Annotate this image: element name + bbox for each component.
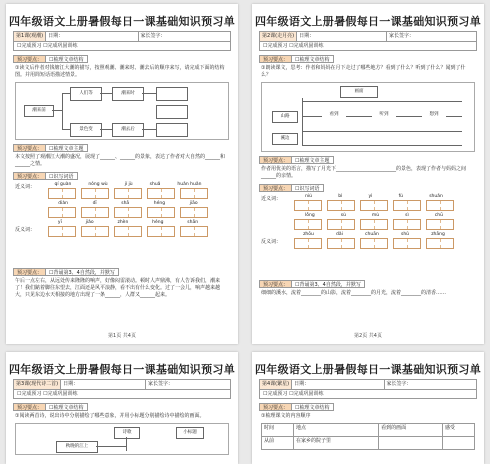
writing-grid[interactable] (327, 238, 355, 249)
pinyin: héng (152, 220, 164, 225)
section-label: 预习要点： (13, 403, 46, 411)
header-row (13, 379, 231, 390)
section-header (259, 156, 477, 164)
completion-checkboxes[interactable]: ☐完成预习 ☐完成巩固训练 (259, 390, 477, 399)
connector (62, 93, 63, 129)
section-header (13, 403, 231, 411)
table-cell: 从前 (262, 437, 294, 450)
flow-node: 小标题 (176, 427, 204, 439)
pinyin: shā (121, 201, 130, 206)
section-label: 预习要点： (259, 55, 292, 63)
connector (142, 129, 156, 130)
section-label: 预习要点： (13, 55, 46, 63)
completion-checkboxes[interactable]: ☐完成预习 ☐完成巩固训练 (13, 390, 231, 399)
table-row (262, 437, 475, 450)
parent-sign-label: 家长签字： (385, 380, 476, 389)
date-label: 日期： (46, 32, 138, 41)
flow-node: 听到 (372, 111, 396, 119)
structure-diagram (261, 82, 475, 152)
header-row (259, 379, 477, 390)
connector (52, 110, 62, 111)
writing-grid[interactable] (81, 207, 109, 218)
writing-grid[interactable] (393, 219, 421, 230)
flow-node: 想到 (422, 111, 446, 119)
connector (302, 145, 462, 146)
writing-grid[interactable] (81, 188, 109, 199)
page-title: 四年级语文上册暑假每日一课基础知识预习单 (255, 363, 481, 376)
recitation-passage: 午后一点左右，从远处传来隆隆的响声，好像闷雷滚动。顿时人声鼎沸，有人告诉我们，潮来了！我们踮着脚往东望去，江面还是风平浪静，看不出有什么变化。过了一会儿，响声越来越大，只见东边水天相接的地方出现了一条______，人群又______起来。 (15, 278, 221, 298)
connector (62, 93, 70, 94)
writing-grid[interactable] (48, 226, 76, 237)
pinyin: sù (340, 213, 346, 218)
page-footer: 第1页 共4页 (108, 333, 136, 339)
flow-node: 秋晚的江上 (56, 441, 98, 453)
blank-box (156, 123, 188, 137)
pinyin: mù (371, 213, 380, 218)
writing-grid[interactable] (294, 219, 322, 230)
pinyin: chuān (365, 232, 379, 237)
pinyin: yī (57, 220, 62, 225)
writing-grid[interactable] (426, 200, 454, 211)
blank-box (156, 105, 188, 119)
date-label: 日期： (297, 32, 387, 41)
section-instructions: 作者用优美的语言，描写了月光下________________________的景色，表现了作者与妈妈之间______的亲情。 (261, 166, 467, 179)
parent-sign-label: 家长签字： (387, 32, 476, 41)
connector (96, 446, 126, 447)
pinyin-row (46, 182, 210, 187)
table-cell[interactable] (443, 437, 475, 450)
order-table (261, 423, 475, 450)
section-header (259, 403, 477, 411)
date-label: 日期： (61, 380, 146, 389)
lesson-label: 第4课(繁星) (260, 380, 292, 389)
page-title: 四年级语文上册暑假每日一课基础知识预习单 (255, 15, 481, 28)
flow-node: 看到 (322, 111, 346, 119)
header-row (259, 31, 477, 42)
section-tag: ☐梳理文章结构 (292, 55, 333, 63)
section-instructions: ①阅读两首诗，说出诗中分别描绘了哪些意象，并用小标题分别描绘诗中描绘的画面。 (15, 413, 205, 419)
section-tag: ☐梳理文章结构 (292, 403, 333, 411)
pinyin: shǔ (400, 232, 410, 237)
flow-node: 潮去后 (112, 123, 144, 137)
writing-grid[interactable] (48, 207, 76, 218)
section-header (259, 55, 477, 63)
synonym-label: 近义词： (261, 196, 282, 202)
writing-grid[interactable] (180, 207, 208, 218)
table-header-cell: 地点 (293, 424, 378, 437)
pinyin-row (292, 232, 456, 237)
pinyin: diàn (58, 201, 68, 206)
writing-grid[interactable] (147, 188, 175, 199)
flow-node: 山路 (272, 111, 298, 123)
pinyin: bì (338, 194, 343, 199)
parent-sign-label: 家长签字： (146, 380, 230, 389)
page-title: 四年级语文上册暑假每日一课基础知识预习单 (9, 15, 235, 28)
pinyin: huǎn huǎn (177, 182, 202, 187)
writing-grid[interactable] (426, 219, 454, 230)
connector (302, 131, 462, 132)
writing-grid[interactable] (114, 226, 142, 237)
worksheet-page-4 (252, 352, 484, 464)
pinyin-row (292, 194, 456, 199)
pinyin: zhāng (431, 232, 445, 237)
blank-box (156, 87, 188, 101)
worksheet-page-3 (6, 352, 238, 464)
pinyin-row (292, 213, 456, 218)
section-header (13, 144, 231, 152)
section-tag: ☐识写词语 (46, 172, 77, 180)
writing-grid[interactable] (294, 200, 322, 211)
lesson-label: 第3课(现代诗二首) (14, 380, 61, 389)
writing-grid[interactable] (393, 200, 421, 211)
writing-grid[interactable] (327, 219, 355, 230)
table-header-cell: 看到的画面 (379, 424, 443, 437)
writing-grid[interactable] (360, 238, 388, 249)
writing-grid[interactable] (147, 207, 175, 218)
writing-grid[interactable] (360, 219, 388, 230)
writing-grid[interactable] (327, 200, 355, 211)
writing-grid[interactable] (360, 200, 388, 211)
section-instructions: ①读文后作者对钱塘江大潮的描写，按照观潮、潮来时、潮去后的顺序来写，请完成下面的结构图。并用简短话语描述情景。 (15, 65, 225, 78)
recitation-passage: 细细的溪水，流着________的山影，流着________的月光，流着________的清香…… (261, 290, 447, 296)
date-label: 日期： (292, 380, 384, 389)
page-title: 四年级语文上册暑假每日一课基础知识预习单 (9, 363, 235, 376)
section-instructions: ①梳理课文的内容顺序 (261, 413, 311, 419)
flow-node: 画面 (340, 86, 378, 98)
pinyin: nóng wù (88, 182, 108, 187)
section-tag: ☐背诵第3、4自然段，并默写 (292, 280, 365, 288)
synonym-label: 近义词： (15, 184, 36, 190)
section-label: 预习要点： (13, 144, 46, 152)
section-tag: ☐梳理文章主题 (292, 156, 333, 164)
pinyin-row (46, 201, 210, 206)
writing-grid[interactable] (81, 226, 109, 237)
section-label: 预习要点： (13, 172, 46, 180)
pinyin: chū (434, 213, 443, 218)
section-header (259, 184, 477, 192)
structure-diagram (15, 423, 229, 455)
connector (302, 98, 303, 146)
writing-grid-row (46, 226, 210, 237)
connector (100, 93, 112, 94)
connector (62, 129, 70, 130)
pinyin: lǒng (305, 213, 315, 218)
pinyin: jí jù (124, 182, 133, 187)
parent-sign-label: 家长签字： (139, 32, 230, 41)
section-instructions: ①朗读课文，思考：作者和妈妈在月下走过了哪些地方？看到了什么？听到了什么？闻到了什么？ (261, 65, 466, 78)
writing-grid[interactable] (426, 238, 454, 249)
table-row (262, 424, 475, 437)
writing-grid[interactable] (48, 188, 76, 199)
header-row (13, 31, 231, 42)
page-footer: 第2页 共4页 (354, 333, 382, 339)
section-header (259, 280, 477, 288)
section-header (13, 268, 231, 276)
pinyin: dǎi (336, 232, 343, 237)
writing-grid[interactable] (114, 207, 142, 218)
writing-grid-row (292, 200, 456, 211)
antonym-label: 反义词： (15, 227, 36, 233)
flow-node: 景色变 (70, 123, 102, 137)
pinyin: zhōu (303, 232, 314, 237)
section-label: 预习要点： (259, 280, 292, 288)
section-label: 预习要点： (13, 268, 46, 276)
section-label: 预习要点： (259, 156, 292, 164)
section-header (13, 55, 231, 63)
pinyin: dī (92, 201, 97, 206)
section-tag: ☐梳理文章结构 (46, 55, 87, 63)
table-cell[interactable] (379, 437, 443, 450)
vocab-practice (252, 194, 484, 276)
connector (142, 93, 156, 94)
section-tag: ☐梳理文章主题 (46, 144, 87, 152)
writing-grid-row (292, 219, 456, 230)
pinyin: jiǎo (85, 220, 94, 225)
completion-checkboxes[interactable]: ☐完成预习 ☐完成巩固训练 (259, 42, 477, 51)
table-header-cell: 时间 (262, 424, 294, 437)
structure-diagram (15, 82, 229, 140)
section-instructions: 本文按照了观潮江大潮的盛况，展现了______、______的景象，表达了作者对大自然的______和______之情。 (15, 154, 226, 167)
section-tag: ☐识写词语 (292, 184, 323, 192)
lesson-label: 第1课(观潮) (14, 32, 46, 41)
writing-grid[interactable] (393, 238, 421, 249)
pinyin: shuǎ (149, 182, 161, 187)
flow-node: 潮来前 (24, 105, 54, 117)
flow-node: 溪边 (272, 133, 298, 145)
pinyin: yì (368, 194, 373, 199)
flow-node: 潮来时 (112, 87, 144, 101)
writing-grid[interactable] (294, 238, 322, 249)
pinyin: héng (153, 201, 166, 206)
pinyin: qí guàn (54, 182, 72, 187)
table-header-cell: 感受 (443, 424, 475, 437)
writing-grid[interactable] (147, 226, 175, 237)
vocab-practice (6, 182, 238, 264)
pinyin: jiāo (189, 201, 198, 206)
section-header (13, 172, 231, 180)
pinyin: shān (187, 220, 199, 225)
table-cell: 在家乡的院子里 (293, 437, 378, 450)
section-label: 预习要点： (259, 403, 292, 411)
pinyin: shuǎn (429, 194, 443, 199)
lesson-label: 第2课(走月亮) (260, 32, 297, 41)
antonym-label: 反义词： (261, 239, 282, 245)
section-tag: ☐梳理文章结构 (46, 403, 87, 411)
flow-node: 人们等 (70, 87, 102, 101)
pinyin: fú (398, 194, 404, 199)
writing-grid-row (292, 238, 456, 249)
connector (126, 437, 127, 451)
section-label: 预习要点： (259, 184, 292, 192)
worksheet-page-1 (6, 4, 238, 344)
writing-grid[interactable] (114, 188, 142, 199)
writing-grid-row (46, 207, 210, 218)
section-tag: ☐背诵第3、4自然段，并默写 (46, 268, 119, 276)
pinyin: sì (405, 213, 409, 218)
pinyin: zhèn (117, 220, 129, 225)
pinyin: niú (305, 194, 313, 199)
writing-grid[interactable] (180, 188, 208, 199)
connector (302, 101, 462, 102)
content-table (261, 423, 475, 450)
pinyin-row (46, 220, 210, 225)
writing-grid-row (46, 188, 210, 199)
worksheet-page-2 (252, 4, 484, 344)
flow-node: 诗歌 (114, 427, 140, 439)
connector (100, 129, 112, 130)
completion-checkboxes[interactable]: ☐完成预习 ☐完成巩固训练 (13, 42, 231, 51)
writing-grid[interactable] (180, 226, 208, 237)
